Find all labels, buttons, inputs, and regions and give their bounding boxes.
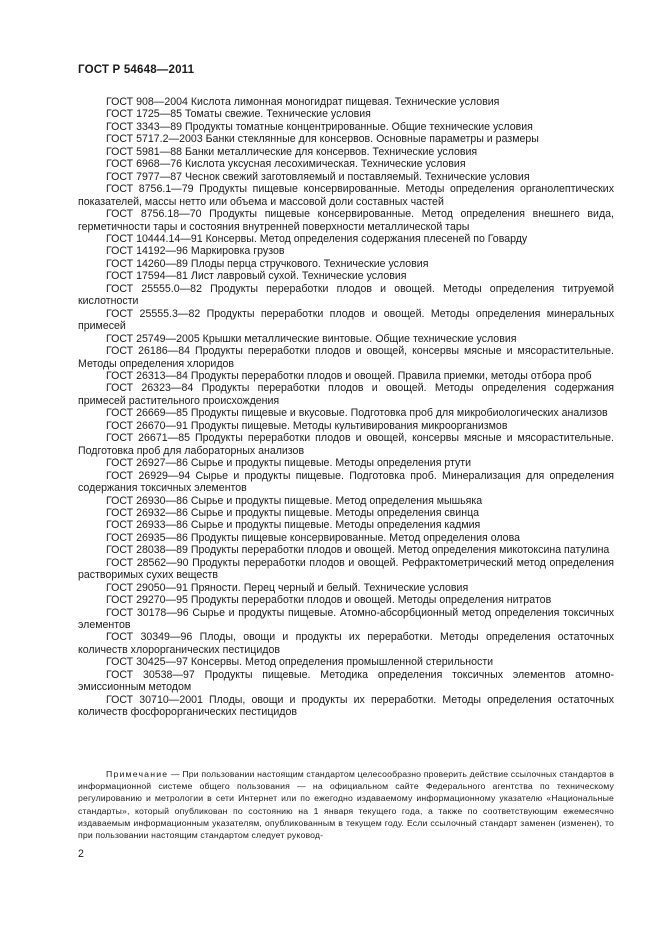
reference-item: ГОСТ 28038—89 Продукты переработки плодов и овощей. Метод определения микотоксина патулина (106, 544, 610, 557)
document-header: ГОСТ Р 54648—2011 (78, 64, 195, 76)
reference-item: ГОСТ 8756.1—79 Продукты пищевые консервированные. Методы определения органолептических показателей, массы нетто или объема и массовой доли составных частей (78, 183, 614, 208)
reference-item: ГОСТ 25749—2005 Крышки металлические винтовые. Общие технические условия (106, 332, 517, 345)
reference-item: ГОСТ 29050—91 Пряности. Перец черный и белый. Технические условия (106, 581, 469, 594)
page-number: 2 (78, 848, 84, 860)
reference-item: ГОСТ 26933—86 Сырье и продукты пищевые. Методы определения кадмия (106, 519, 481, 532)
note-paragraph (78, 768, 614, 841)
reference-item: ГОСТ 3343—89 Продукты томатные концентрированные. Общие технические условия (106, 120, 533, 133)
normative-references-list (78, 96, 614, 719)
note-text: — При пользовании настоящим стандартом целесообразно проверить действие ссылочных стандартов в информационной системе общего пользования — на официальном сайте Федерального агентства по техническому регулированию и метрологии в сети Интернет или по ежегодно издаваемому информационному указателю «Национальные стандарты», который опубликован по состоянию на 1 января текущего года, а также по соответствующим ежемесячно издаваемым информационным указателям, опубликованным в текущем году. Если ссылочный стандарт заменен (изменен), то при пользовании настоящим стандартом следует руковод- (78, 769, 614, 841)
reference-item: ГОСТ 30538—97 Продукты пищевые. Методика определения токсичных элементов атомно-эмиссионным методом (78, 668, 614, 694)
reference-item: ГОСТ 26671—85 Продукты переработки плодов и овощей, консервы мясные и мясорастительные. Подготовка проб для лабораторных анализов (78, 432, 614, 457)
reference-item: ГОСТ 8756.18—70 Продукты пищевые консервированные. Метод определения внешнего вида, герметичности тары и состояния внутренней поверхности металлической тары (78, 208, 614, 233)
reference-item: ГОСТ 7977—87 Чеснок свежий заготовляемый и поставляемый. Технические условия (106, 170, 530, 183)
reference-item: ГОСТ 29270—95 Продукты переработки плодов и овощей. Методы определения нитратов (106, 594, 552, 607)
reference-item: ГОСТ 26930—86 Сырье и продукты пищевые. Метод определения мышьяка (106, 494, 483, 507)
reference-item: ГОСТ 26323—84 Продукты переработки плодов и овощей. Методы определения содержания примесей растительного происхождения (78, 382, 614, 407)
reference-item: ГОСТ 26935—86 Продукты пищевые консервированные. Метод определения олова (106, 531, 520, 544)
reference-item: ГОСТ 5981—88 Банки металлические для консервов. Технические условия (106, 145, 478, 158)
reference-item: ГОСТ 26669—85 Продукты пищевые и вкусовые. Подготовка проб для микробиологических анализов (106, 407, 608, 420)
reference-item: ГОСТ 14260—89 Плоды перца стручкового. Технические условия (106, 257, 429, 270)
reference-item: ГОСТ 30349—96 Плоды, овощи и продукты их переработки. Методы определения остаточных количеств хлорорганических пестицидов (78, 631, 614, 656)
reference-item: ГОСТ 17594—81 Лист лавровый сухой. Технические условия (106, 270, 407, 283)
reference-item: ГОСТ 26313—84 Продукты переработки плодов и овощей. Правила приемки, методы отбора проб (106, 369, 592, 382)
reference-item: ГОСТ 1725—85 Томаты свежие. Технические условия (106, 108, 371, 121)
reference-item: ГОСТ 14192—96 Маркировка грузов (106, 245, 285, 258)
reference-item: ГОСТ 25555.3—82 Продукты переработки плодов и овощей. Методы определения минеральных примесей (78, 307, 614, 333)
reference-item: ГОСТ 26186—84 Продукты переработки плодов и овощей, консервы мясные и мясорастительные. Методы определения хлоридов (78, 345, 614, 370)
reference-item: ГОСТ 25555.0—82 Продукты переработки плодов и овощей. Методы определения титруемой кислотности (78, 282, 614, 308)
reference-item: ГОСТ 30178—96 Сырье и продукты пищевые. Атомно-абсорбционный метод определения токсичных элементов (78, 606, 614, 632)
reference-item: ГОСТ 10444.14—91 Консервы. Метод определения содержания плесеней по Говарду (106, 232, 528, 245)
reference-item: ГОСТ 26932—86 Сырье и продукты пищевые. Методы определения свинца (106, 506, 480, 519)
note-label: Примечание (106, 769, 169, 779)
reference-item: ГОСТ 26929—94 Сырье и продукты пищевые. Подготовка проб. Минерализация для определения содержания токсичных элементов (78, 469, 614, 495)
reference-item: ГОСТ 26927—86 Сырье и продукты пищевые. Методы определения ртути (106, 457, 472, 470)
reference-item: ГОСТ 28562—90 Продукты переработки плодов и овощей. Рефрактометрический метод определения растворимых сухих веществ (78, 556, 614, 582)
reference-item: ГОСТ 908—2004 Кислота лимонная моногидрат пищевая. Технические условия (106, 96, 500, 108)
reference-item: ГОСТ 26670—91 Продукты пищевые. Методы культивирования микроорганизмов (106, 419, 508, 432)
reference-item: ГОСТ 5717.2—2003 Банки стеклянные для консервов. Основные параметры и размеры (106, 133, 539, 146)
reference-item: ГОСТ 6968—76 Кислота уксусная лесохимическая. Технические условия (106, 158, 466, 171)
reference-item: ГОСТ 30710—2001 Плоды, овощи и продукты их переработки. Методы определения остаточных количеств фосфорорганических пестицидов (78, 693, 614, 719)
reference-item: ГОСТ 30425—97 Консервы. Метод определения промышленной стерильности (106, 656, 494, 669)
